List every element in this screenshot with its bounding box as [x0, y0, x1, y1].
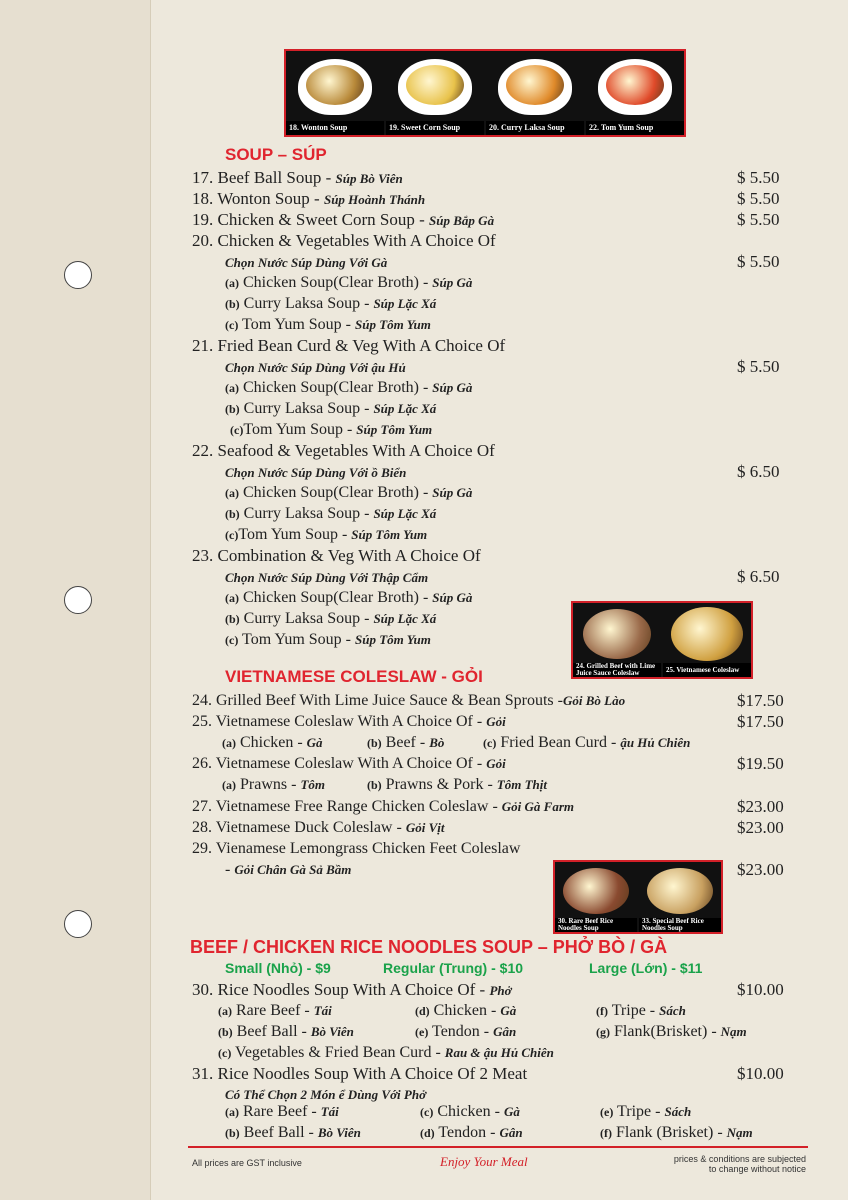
option-a[interactable]: (a) Chicken Soup(Clear Broth) - Súp Gà	[225, 589, 473, 606]
option-b[interactable]: (b) Beef Ball - Bò Viên	[225, 1124, 361, 1141]
option-b[interactable]: (b) Beef - Bò	[367, 734, 445, 751]
price: $10.00	[737, 1064, 784, 1083]
price: $ 5.50	[737, 357, 780, 376]
option-b[interactable]: (b) Prawns & Pork - Tôm Thịt	[367, 776, 547, 793]
food-image	[406, 65, 464, 105]
menu-item-28[interactable]: 28. Vietnamese Duck Coleslaw - Gỏi Vịt	[192, 819, 445, 836]
food-image	[606, 65, 664, 105]
price: $17.50	[737, 712, 784, 731]
option-c[interactable]: (c)Tom Yum Soup - Súp Tôm Yum	[230, 421, 433, 438]
option-b[interactable]: (b) Beef Ball - Bò Viên	[218, 1023, 354, 1040]
menu-item-26[interactable]: 26. Vietnamese Coleslaw With A Choice Of - Gỏi	[192, 755, 506, 772]
price: $10.00	[737, 980, 784, 999]
menu-item-24[interactable]: 24. Grilled Beef With Lime Juice Sauce & Bean Sprouts -Gỏi Bò Lào	[192, 692, 626, 709]
menu-item-19[interactable]: 19. Chicken & Sweet Corn Soup - Súp Bắp Gà	[192, 210, 495, 229]
option-c[interactable]: (c)Tom Yum Soup - Súp Tôm Yum	[225, 526, 428, 543]
option-c[interactable]: (c) Fried Bean Curd - ậu Hủ Chiên	[483, 734, 691, 751]
food-image	[671, 607, 743, 661]
soup-photo-strip	[284, 49, 686, 137]
option-d[interactable]: (d) Tendon - Gân	[420, 1124, 523, 1141]
menu-item-30[interactable]: 30. Rice Noodles Soup With A Choice Of - Phở	[192, 980, 512, 999]
price: $23.00	[737, 860, 784, 879]
photo-special-beef-pho[interactable]: 33. Special Beef Rice Noodles Soup	[639, 862, 721, 932]
vn-subtitle: Chọn Nước Súp Dùng Với ồ Biển	[225, 465, 407, 480]
photo-sweet-corn-soup[interactable]: 19. Sweet Corn Soup	[386, 51, 486, 135]
price: $ 5.50	[737, 168, 780, 187]
price: $ 5.50	[737, 210, 780, 229]
food-image	[563, 868, 629, 914]
size-regular: Regular (Trung) - $10	[383, 960, 524, 976]
option-e[interactable]: (e) Tripe - Sách	[600, 1103, 692, 1120]
photo-tom-yum-soup[interactable]: 22. Tom Yum Soup	[586, 51, 684, 135]
menu-item-20[interactable]: 20. Chicken & Vegetables With A Choice Of	[192, 231, 496, 250]
photo-vietnamese-coleslaw[interactable]: 25. Vietnamese Coleslaw	[663, 603, 751, 677]
enjoy-your-meal: Enjoy Your Meal	[440, 1154, 528, 1169]
food-image	[647, 868, 713, 914]
menu-item-22[interactable]: 22. Seafood & Vegetables With A Choice Of	[192, 441, 495, 460]
section-title-coleslaw: VIETNAMESE COLESLAW - GỎI	[225, 667, 483, 686]
food-image	[506, 65, 564, 105]
vn-subtitle: - Gỏi Chân Gà Sả Bầm	[225, 861, 352, 878]
menu-item-21[interactable]: 21. Fried Bean Curd & Veg With A Choice Of	[192, 336, 506, 355]
binder-margin	[0, 0, 151, 1200]
option-a[interactable]: (a) Chicken Soup(Clear Broth) - Súp Gà	[225, 484, 473, 501]
option-a[interactable]: (a) Rare Beef - Tái	[225, 1103, 339, 1120]
price: $23.00	[737, 818, 784, 837]
option-b[interactable]: (b) Curry Laksa Soup - Súp Lặc Xá	[225, 505, 437, 522]
section-title-soup: SOUP – SÚP	[225, 145, 327, 164]
option-b[interactable]: (b) Curry Laksa Soup - Súp Lặc Xá	[225, 610, 437, 627]
option-c[interactable]: (c) Chicken - Gà	[420, 1103, 520, 1120]
food-image	[306, 65, 364, 105]
vn-subtitle: Có Thể Chọn 2 Món ể Dùng Với Phở	[225, 1087, 427, 1102]
menu-item-31[interactable]: 31. Rice Noodles Soup With A Choice Of 2 Meat	[192, 1064, 528, 1083]
option-c[interactable]: (c) Tom Yum Soup - Súp Tôm Yum	[225, 316, 431, 333]
option-a[interactable]: (a) Chicken - Gà	[222, 734, 323, 751]
option-b[interactable]: (b) Curry Laksa Soup - Súp Lặc Xá	[225, 295, 437, 312]
pho-photo-strip	[553, 860, 723, 934]
conditions-note: prices & conditions are subjected to change without notice	[673, 1154, 806, 1174]
coleslaw-photo-strip	[571, 601, 753, 679]
photo-wonton-soup[interactable]: 18. Wonton Soup	[286, 51, 386, 135]
option-f[interactable]: (f) Flank (Brisket) - Nạm	[600, 1124, 753, 1141]
option-d[interactable]: (d) Chicken - Gà	[415, 1002, 517, 1019]
option-c[interactable]: (c) Vegetables & Fried Bean Curd - Rau & ậu Hủ Chiên	[218, 1044, 554, 1061]
price: $ 6.50	[737, 567, 780, 586]
vn-subtitle: Chọn Nước Súp Dùng Với Gà	[225, 255, 388, 270]
option-a[interactable]: (a) Rare Beef - Tái	[218, 1002, 332, 1019]
photo-grilled-beef-coleslaw[interactable]: 24. Grilled Beef with Lime Juice Sauce Coleslaw	[573, 603, 663, 677]
size-large: Large (Lớn) - $11	[589, 960, 703, 976]
vn-subtitle: Chọn Nước Súp Dùng Với Thập Cẩm	[225, 570, 429, 585]
menu-item-17[interactable]: 17. Beef Ball Soup - Súp Bò Viên	[192, 168, 403, 187]
photo-curry-laksa-soup[interactable]: 20. Curry Laksa Soup	[486, 51, 586, 135]
menu-item-27[interactable]: 27. Vietnamese Free Range Chicken Coleslaw - Gỏi Gà Farm	[192, 798, 575, 815]
section-title-pho: BEEF / CHICKEN RICE NOODLES SOUP – PHỞ BÒ / GÀ	[190, 937, 668, 957]
binder-hole	[64, 910, 92, 938]
size-small: Small (Nhỏ) - $9	[225, 960, 331, 976]
price: $23.00	[737, 797, 784, 816]
food-image	[583, 609, 651, 659]
menu-item-25[interactable]: 25. Vietnamese Coleslaw With A Choice Of - Gỏi	[192, 713, 506, 730]
option-a[interactable]: (a) Chicken Soup(Clear Broth) - Súp Gà	[225, 274, 473, 291]
option-a[interactable]: (a) Chicken Soup(Clear Broth) - Súp Gà	[225, 379, 473, 396]
option-c[interactable]: (c) Tom Yum Soup - Súp Tôm Yum	[225, 631, 431, 648]
menu-item-18[interactable]: 18. Wonton Soup - Súp Hoành Thánh	[192, 189, 426, 208]
binder-hole	[64, 261, 92, 289]
option-f[interactable]: (f) Tripe - Sách	[596, 1002, 686, 1019]
price: $19.50	[737, 754, 784, 773]
option-b[interactable]: (b) Curry Laksa Soup - Súp Lặc Xá	[225, 400, 437, 417]
option-e[interactable]: (e) Tendon - Gân	[415, 1023, 517, 1040]
footer-divider	[188, 1146, 808, 1148]
photo-rare-beef-pho[interactable]: 30. Rare Beef Rice Noodles Soup	[555, 862, 639, 932]
menu-item-23[interactable]: 23. Combination & Veg With A Choice Of	[192, 546, 481, 565]
price: $ 5.50	[737, 252, 780, 271]
price: $17.50	[737, 691, 784, 710]
vn-subtitle: Chọn Nước Súp Dùng Với ậu Hủ	[225, 360, 406, 375]
binder-hole	[64, 586, 92, 614]
menu-item-29[interactable]: 29. Vienamese Lemongrass Chicken Feet Coleslaw	[192, 840, 521, 857]
price: $ 6.50	[737, 462, 780, 481]
option-g[interactable]: (g) Flank(Brisket) - Nạm	[596, 1023, 747, 1040]
option-a[interactable]: (a) Prawns - Tôm	[222, 776, 325, 793]
price: $ 5.50	[737, 189, 780, 208]
gst-note: All prices are GST inclusive	[192, 1158, 302, 1168]
